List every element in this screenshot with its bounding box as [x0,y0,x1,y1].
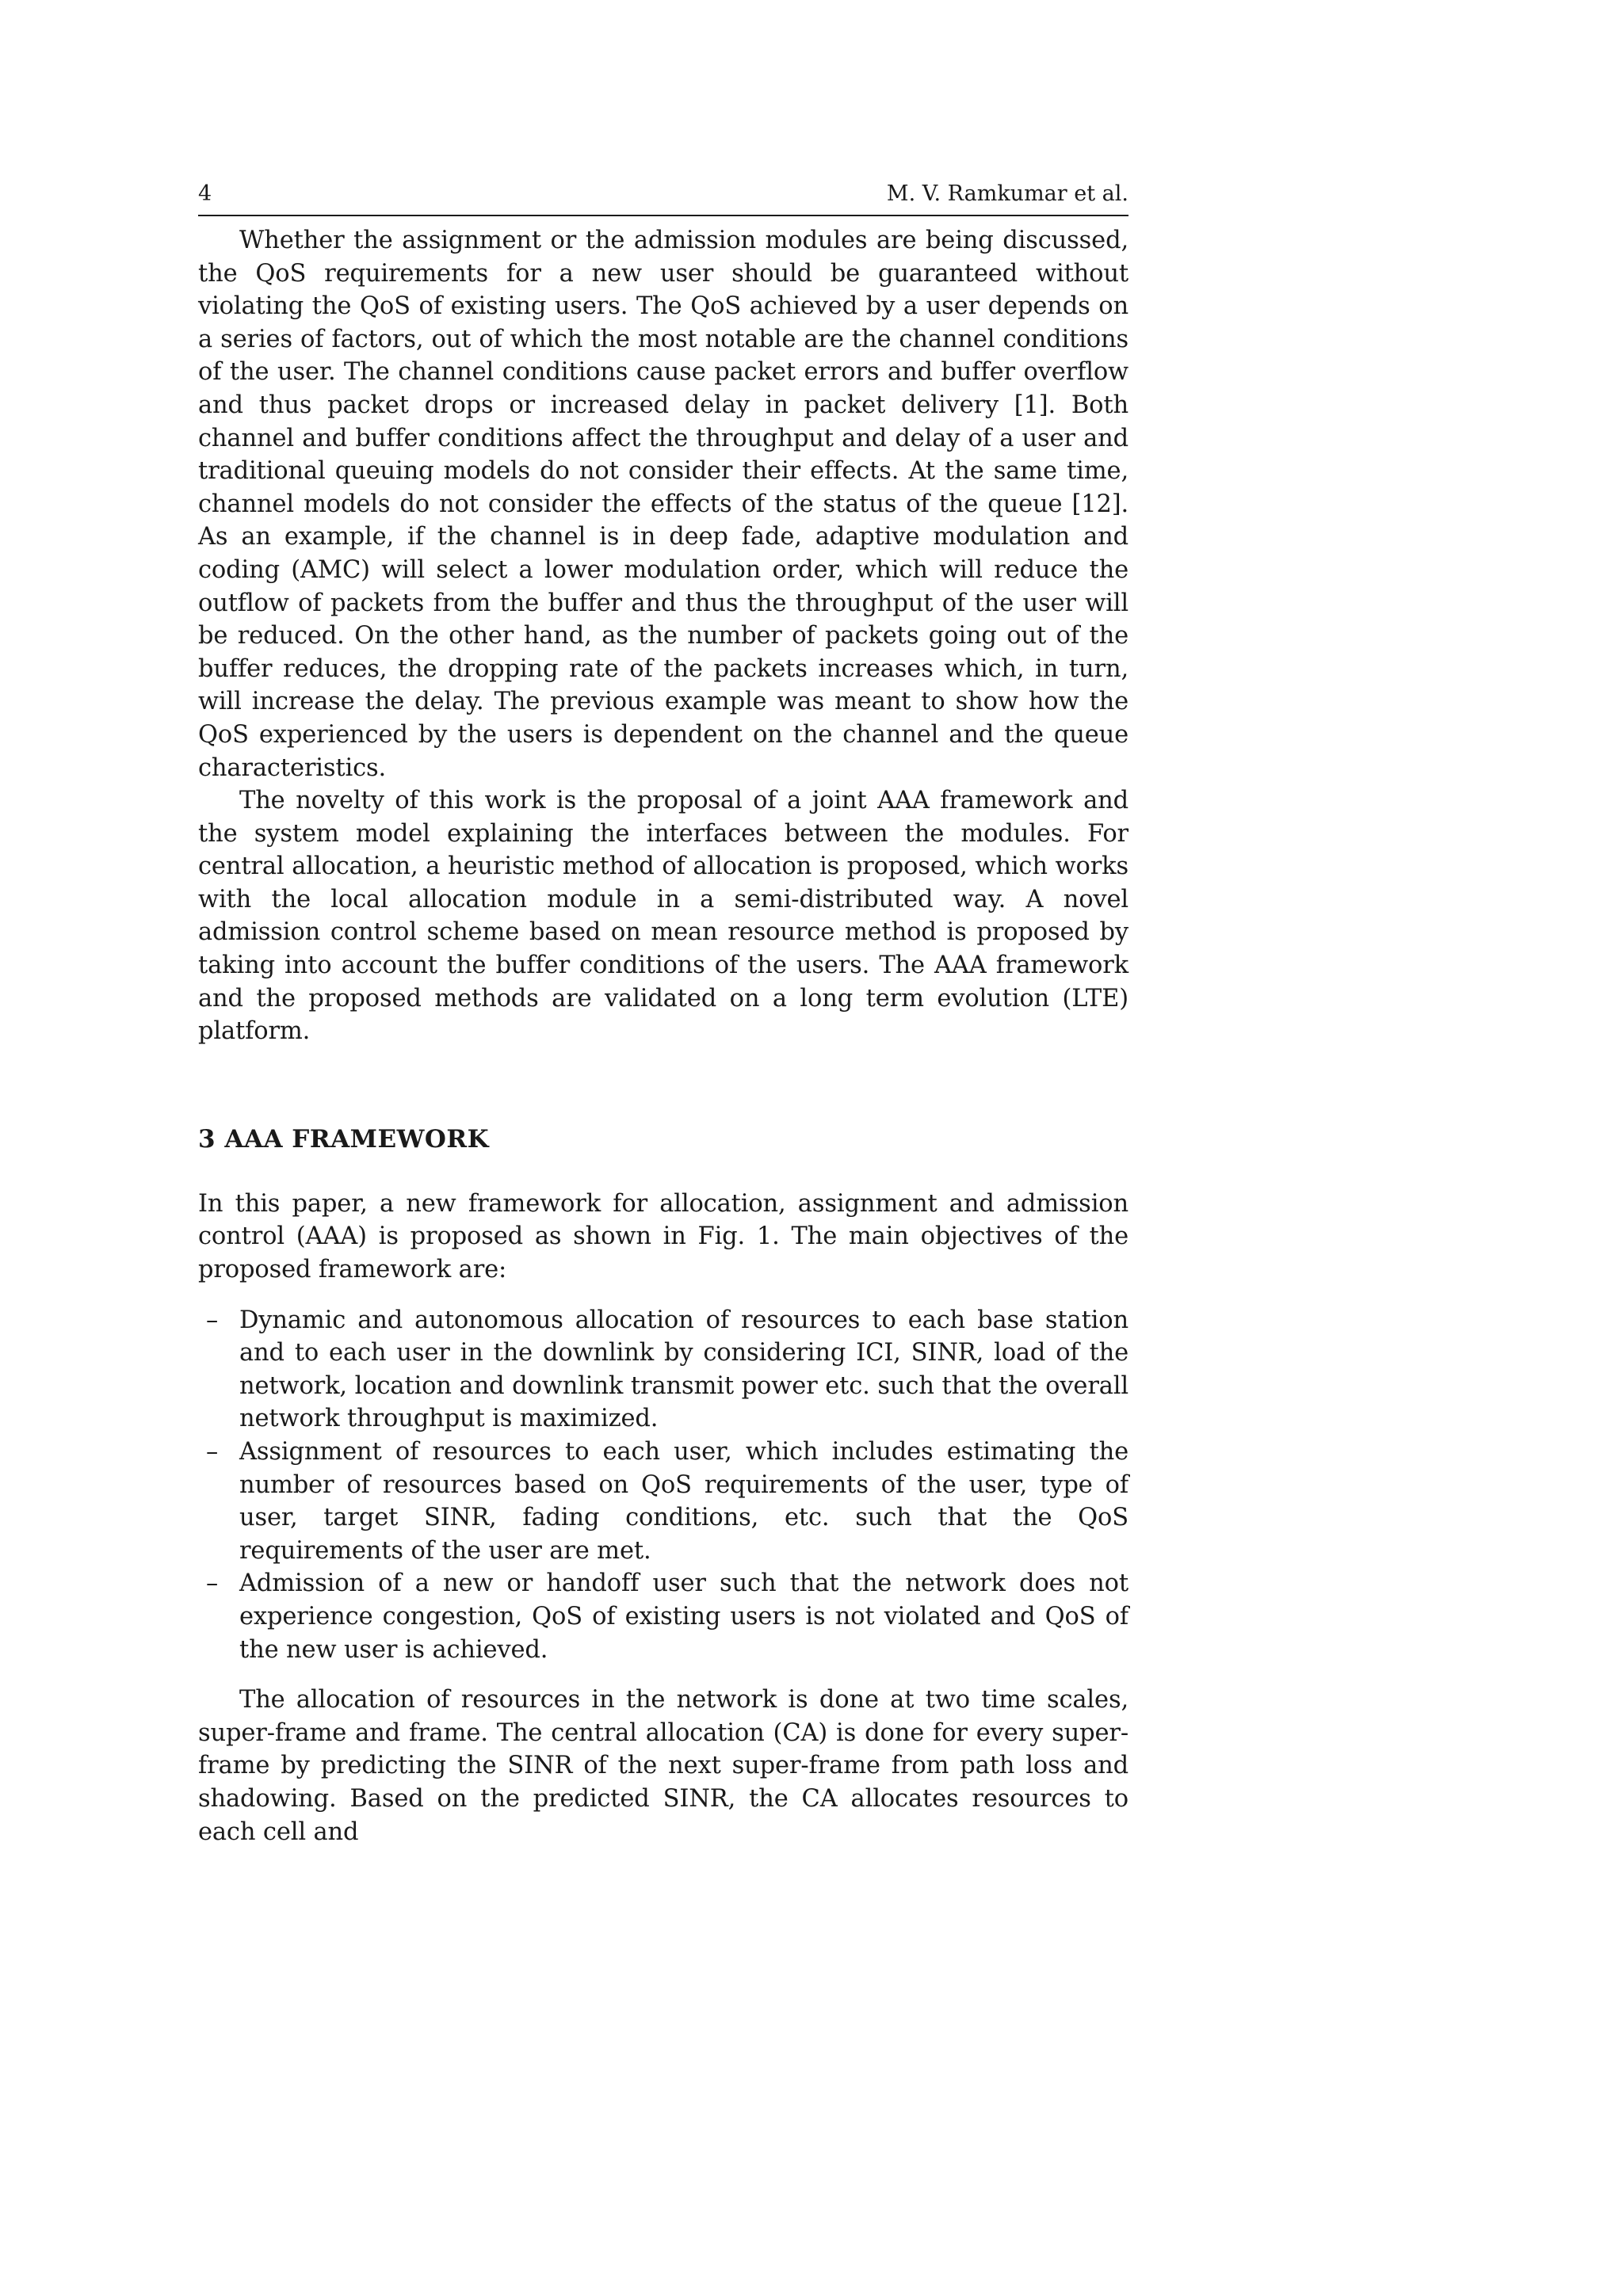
list-item-text: Dynamic and autonomous allocation of resources to each base station and to each user in the downlink by considering ICI, SINR, load of the network, location and downlink transmit power etc. such that the overall network throughput is maximized. [239,1306,1128,1433]
body-paragraph-novelty: The novelty of this work is the proposal of a joint AAA framework and the system model explaining the interfaces between the modules. For central allocation, a heuristic method of allocation is proposed, which works with the local allocation module in a semi-distributed way. A novel admission control scheme based on mean resource method is proposed by taking into account the buffer conditions of the users. The AAA framework and the proposed methods are validated on a long term evolution (LTE) platform. [198,787,1128,1046]
section-intro-paragraph: In this paper, a new framework for allocation, assignment and admission control (AAA) is proposed as shown in Fig. 1. The main objectives of the proposed framework are: [198,1189,1128,1284]
list-dash: – [206,1438,219,1466]
list-dash: – [206,1569,219,1598]
paper-page [198,178,1128,1848]
list-item [198,1567,1128,1666]
running-head [198,178,1128,216]
list-item-text: Admission of a new or handoff user such that the network does not experience congestion, QoS of existing users is not violated and QoS of the new user is achieved. [239,1569,1128,1664]
list-item-text: Assignment of resources to each user, which includes estimating the number of resources based on QoS requirements of the user, type of user, target SINR, fading conditions, etc. such that the QoS requirements of the user are met. [239,1438,1128,1565]
running-head-authors: M. V. Ramkumar et al. [886,181,1128,206]
objectives-list [198,1304,1128,1667]
list-dash: – [206,1306,219,1334]
list-item [198,1304,1128,1436]
body-paragraph-qos: Whether the assignment or the admission modules are being discussed, the QoS requirements for a new user should be guaranteed without violating the QoS of existing users. The QoS achieved by a user depends on a series of factors, out of which the most notable are the channel conditions of the user. The channel conditions cause packet errors and buffer overflow and thus packet drops or increased delay in packet delivery [1]. Both channel and buffer conditions affect the throughput and delay of a user and traditional queuing models do not consider their effects. At the same time, channel models do not consider the effects of the status of the queue [12]. As an example, if the channel is in deep fade, adaptive modulation and coding (AMC) will select a lower modulation order, which will reduce the outflow of packets from the buffer and thus the throughput of the user will be reduced. On the other hand, as the number of packets going out of the buffer reduces, the dropping rate of the packets increases which, in turn, will increase the delay. The previous example was meant to show how the QoS experienced by the users is dependent on the channel and the queue characteristics. [198,227,1128,782]
page-number: 4 [198,181,212,206]
section-heading: 3 AAA FRAMEWORK [198,1124,490,1154]
body-paragraph-timescales: The allocation of resources in the network is done at two time scales, super-frame and frame. The central allocation (CA) is done for every super-frame by predicting the SINR of the next super-frame from path loss and shadowing. Based on the predicted SINR, the CA allocates resources to each cell and [198,1686,1128,1846]
list-item [198,1436,1128,1567]
